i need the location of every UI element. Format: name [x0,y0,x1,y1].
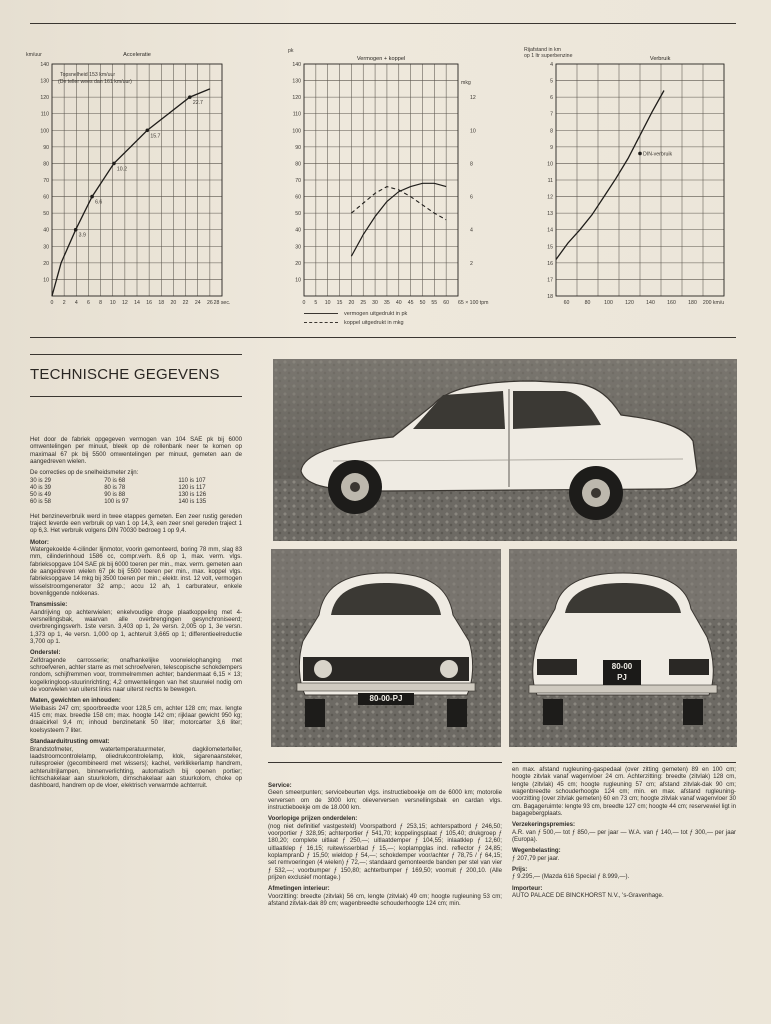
section-heading: Onderstel: [30,649,61,657]
y2-tick-label: 10 [470,128,476,135]
y-tick-label: 30 [295,244,301,251]
x-tick-label: 160 [667,300,676,306]
corrections-row [30,499,242,506]
x-tick-label: 4 [74,300,78,306]
annotation-line: (De teller wees dan 161 km/uur) [58,79,132,85]
acceleration-chart-svg [24,44,234,314]
section-text: Aandrijving op achterwielen; enkelvoudige droge plaatkoppeling met 4-versnellingsbak, waarvan alle overbrengingen gesynchroniseerd; overbrengingsverh. 1ste versn. 3,403 op 1, 2e versn. 2,005 op 1, 3e versn. 1,373 op 1, 4e versn. 1,000 op 1, achteruit 3,665 op 1; differentieelreductie 3,700 op 1. [30,608,242,646]
sedan-rear-illustration [509,549,737,747]
section-heading: Service: [268,782,292,789]
y-tick-label: 10 [295,277,301,284]
right-column [512,766,736,1014]
x-tick-label: 20 [170,300,177,306]
y-tick-label: 60 [43,194,49,201]
y-tick-label: 90 [295,144,301,151]
data-point [188,95,192,99]
corrections-cell: 80 is 78 [104,484,126,491]
section-text: ƒ 207,79 per jaar. [512,854,560,862]
y2-tick-label: 6 [470,194,473,201]
y-tick-label: 140 [40,62,49,68]
y-tick-label: 20 [43,260,49,267]
x-tick-label: 35 [384,300,390,306]
consumption-chart-svg [522,44,737,314]
x-tick-label: 10 [324,300,331,306]
y-tick-label: 120 [40,95,49,102]
y-axis-unit: pk [288,48,294,54]
x-tick-label: 40 [395,300,402,306]
side-view-photo [273,359,737,541]
corrections-cell: 130 is 126 [178,492,207,499]
x-tick-label: 18 [158,300,165,306]
sedan-front-illustration [271,549,501,747]
power-torque-chart [284,44,494,334]
corrections-row [30,478,242,485]
y-tick-label: 8 [550,128,553,135]
section-text: A.R. van ƒ 500,— tot ƒ 850,— per jaar — W.A. van ƒ 140,— tot ƒ 300,— per jaar (Europa). [512,828,736,844]
title-rule-top [30,354,242,355]
section-heading: Afmetingen interieur: [268,885,330,893]
y-tick-label: 5 [550,78,553,85]
x-tick-label: 60 [563,300,570,306]
x-tick-label: 120 [625,300,634,306]
corrections-cell: 70 is 68 [104,477,126,484]
corrections-cell: 40 is 39 [30,484,52,491]
corrections-cell: 60 is 58 [30,499,52,506]
x-tick-label: 60 [443,300,450,306]
y-tick-label: 18 [547,294,553,300]
section-text: Geen smeerpunten; servicebeurten vlgs. instructieboekje om de 6000 km; motorolie verversen om de 3000 km; olieverversen versnellingsbak en cardan vlgs. instructieboekje om de 18.000 km. [268,789,502,812]
chart-grid [556,64,724,296]
x-tick-label: 140 [646,300,655,306]
chart-title: Acceleratie [123,52,151,58]
y-tick-label: 4 [550,62,553,68]
y-tick-label: 12 [547,194,553,201]
corrections-row [30,492,242,499]
x-tick-label: 12 [121,300,128,306]
corrections-cell: 30 is 29 [30,477,52,484]
data-point-label: 15.7 [150,133,161,140]
y-tick-label: 120 [292,95,301,102]
chart-title: Vermogen + koppel [356,56,406,62]
data-point-label: 22.7 [192,100,203,107]
section-heading: Standaarduitrusting omvat: [30,738,110,746]
power-torque-chart-svg [284,44,494,334]
interior-continuation: en max. afstand rugleuning-gaspedaal (over zitting gemeten) 89 en 100 cm; hoogte zitvlak vanaf wagenvloer 24 cm. Achterzitting: breedte (zitvlak) 128 cm, lengte (zitvlak) 45 cm; hoogte rugleuning 57 cm; afstand zitvlak-dak 90 cm; wagenbreedte schouderhoogte 124 cm; min. en max. afstand rugleuning-voorzitting (over zitvlak gemeten) 60 en 73 cm; hoogte zitvlak vanaf wagenvloer 30 cm. Bagageruimte: lengte 93 cm, breedte 127 cm; hoogte 44 cm; reservewiel ligt in bagagebergplaats. [512,766,736,818]
corrections-cell: 120 is 117 [178,484,206,491]
y-tick-label: 11 [547,178,553,184]
acceleration-curve [52,89,210,296]
chart-grid [52,64,222,296]
consumption-curve [556,91,664,260]
y-tick-label: 6 [550,95,553,102]
corrections-cell: 50 is 49 [30,492,52,499]
consumption-chart [522,44,737,314]
x-tick-label: 22 [182,300,189,306]
dashed-line-swatch [304,322,338,323]
x-tick-label: 15 [336,300,343,306]
data-point [90,195,94,199]
fuel-paragraph: Het benzineverbruik werd in twee etappes gemeten. Een zeer rustig gereden traject leverde een verbruik op van 1 op 14,3, een zeer snel gereden traject 1 op 6,3. Het verbruik volgens DIN 70030 bedroeg 1 op 9,4. [30,512,242,535]
y-tick-label: 50 [43,211,49,218]
data-point [146,128,150,132]
section-text: Brandstofmeter, watertemperatuurmeter, dagkilometerteller, laadstroomcontrolelamp, oliedrukcontrolelamp, klok, sigarenaansteker, ruitesproeier (gecombineerd met wissers); kachel, verklikkerlamp handrem, achteruitrijlampen, binnenverlichting, automatisch bij openen portier; lichtschakelaar aan stuurkolom, dimschakelaar aan stuurkolom, choke op dashboard, handrem op de vloer, elektrisch verwarmde achterruit. [30,745,242,790]
x-tick-label: 14 [134,300,140,306]
mid-column-rule [268,762,502,763]
speedometer-corrections-table [30,478,242,507]
legend-item-torque [304,318,407,327]
article-title: TECHNISCHE GEGEVENS [30,366,220,383]
x-tick-label: 20 [348,300,355,306]
y-tick-label: 9 [550,144,553,151]
corrections-row [30,485,242,492]
annotation-line: Topsnelheid 153 km/uur [60,72,116,78]
middle-column [268,780,502,1014]
rear-plate-line-1: 80-00 [611,662,633,671]
y-tick-label: 7 [550,111,553,118]
y-tick-label: 20 [295,260,301,267]
acceleration-chart [24,44,234,314]
chart-title: Verbruik [649,56,671,62]
x-tick-label: 28 sec. [213,300,231,306]
legend-item-power [304,309,407,318]
y-axis-unit: km/uur [26,52,42,58]
x-tick-label: 0 [50,300,54,306]
power-torque-legend [304,309,407,327]
x-tick-label: 25 [360,300,367,306]
y-tick-label: 50 [295,211,301,218]
section-text: Wielbasis 247 cm; spoorbreedte voor 128,5 cm, achter 128 cm; max. lengte 415 cm; max. breedte 158 cm; max. hoogte 142 cm; rijklaar gewicht 950 kg; draaicirkel 9,4 m; inhoud benzinetank 50 liter; motorcarter 3,6 liter; koelsysteem 7 liter. [30,704,242,734]
corrections-cell: 100 is 97 [104,499,129,506]
rear-view-photo [509,549,737,747]
intro-paragraph: Het door de fabriek opgegeven vermogen van 104 SAE pk bij 6000 omwentelingen per minuut, bleek op de rollenbank neer te komen op maximaal 67 pk bij 5500 omwentelingen per minuut, gemeten aan de aangedreven wielen. [30,436,242,466]
x-tick-label: 200 km/u [702,300,725,306]
left-sections [30,539,242,790]
corrections-intro: De correcties op de snelheidsmeter zijn: [30,469,139,477]
data-point-label: 10.2 [116,166,128,173]
data-point-label: 6.6 [95,199,103,206]
y2-tick-label: 4 [470,227,473,234]
x-tick-label: 2 [62,300,66,306]
x-tick-label: 26 [206,300,213,306]
y2-tick-label: 12 [470,95,476,102]
y2-tick-label: 8 [470,161,473,168]
y-tick-label: 15 [547,244,553,251]
rear-license-plate [603,660,641,685]
section-text: (nog niet definitief vastgesteld) Voorspatbord ƒ 253,15; achterspatbord ƒ 246,50; voorportier ƒ 328,95; achterportier ƒ 541,70; koppelingsplaat ƒ 105,40; drukgroep ƒ 180,20; complete uitlaat ƒ 250,—; uitlaatdemper ƒ 104,55; inlaatklep ƒ 12,60; uitlaatklep ƒ 16,15; ruitewisserblad ƒ 15,—; koplampglas incl. reflector ƒ 24,85; koplampranD ƒ 15,50; wieldop ƒ 54,—; schokdemper voor/achter ƒ 78,75 / ƒ 64,15; set remvoeringen (4 wielen) ƒ 72,—; standaard gemonteerde banden per stel van vier ƒ 532,—; voorbumper ƒ 150,80; achterbumper ƒ 169,50; voorruit ƒ 200,10. (Alle prijzen exclusief montage.) [268,822,502,882]
chart-grid [304,64,458,296]
x-tick-label: 10 [109,300,116,306]
x-tick-label: 45 [407,300,414,306]
y-tick-label: 14 [547,227,553,234]
x-tick-label: 180 [688,300,697,306]
sedan-side-illustration [273,359,737,541]
right-column-rule [512,762,736,763]
top-rule [30,23,736,24]
y2-axis-unit: mkg [461,79,471,86]
x-tick-label: 100 [604,300,613,306]
corrections-cell: 140 is 135 [178,499,207,506]
corrections-cell: 90 is 88 [104,492,126,499]
y-axis-unit-line: Rijafstand in km [524,47,561,53]
x-tick-label: 5 [314,300,318,306]
corrections-cell: 110 is 107 [178,477,206,484]
section-heading: Prijs: [512,866,528,874]
section-text: ƒ 9.295,— (Mazda 616 Special ƒ 8.999,—). [512,873,630,881]
x-tick-label: 6 [86,300,90,306]
y-tick-label: 60 [295,194,301,201]
section-heading: Wegenbelasting: [512,847,561,855]
x-tick-label: 8 [99,300,103,306]
x-tick-label: 30 [372,300,378,306]
section-heading: Motor: [30,538,49,546]
y-tick-label: 100 [292,128,301,135]
y-tick-label: 13 [547,211,553,218]
charts-bottom-rule [30,337,736,338]
x-tick-label: 24 [194,300,201,306]
legend-label: koppel uitgedrukt in mkg [344,319,404,326]
y-tick-label: 30 [43,244,49,251]
section-text: Watergekoelde 4-cilinder lijnmotor, voorin gemonteerd, boring 78 mm, slag 83 mm, cilinderinhoud 1586 cc, compr.verh. 8,6 op 1, max. verm. vlgs. fabrieksopgave 104 SAE pk bij 6000 toeren per min., max. verm. gemeten aan de aangedreven wielen 67 pk bij 5500 toeren per min., max. koppel vlgs. fabrieksopgave 14 mkg bij 3500 toeren per min.; elektr. inst. 12 volt, vermogen wisselstroomgenerator 32 amp.; accu 12 ah, 1 carburateur, enkele bovenliggende nokkenas. [30,545,242,597]
y-tick-label: 40 [43,227,49,234]
left-column [30,436,242,1014]
x-tick-label: 16 [146,300,153,306]
y-tick-label: 70 [295,178,301,184]
y-tick-label: 10 [547,161,553,168]
y-tick-label: 70 [43,178,49,184]
din-point [638,152,642,156]
section-text: AUTO PALACE DE BINCKHORST N.V., 's-Gravenhage. [512,892,664,900]
section-heading: Transmissie: [30,601,68,609]
y-tick-label: 80 [295,161,301,168]
y2-tick-label: 2 [470,260,473,267]
y-tick-label: 110 [40,111,49,118]
front-license-plate: 80-00-PJ [358,693,414,705]
section-heading: Verzekeringspremies: [512,821,576,829]
x-tick-label: 0 [302,300,306,306]
section-heading: Maten, gewichten en inhouden: [30,697,121,705]
front-view-photo [271,549,501,747]
legend-label: vermogen uitgedrukt in pk [344,310,408,317]
x-tick-label: 65 × 100 tpm [458,300,489,306]
y-tick-label: 80 [43,161,49,168]
y-tick-label: 140 [292,62,301,68]
rear-plate-line-2: PJ [617,673,627,682]
y-tick-label: 100 [40,128,49,135]
right-sections [512,821,736,899]
section-heading: Voorlopige prijzen onderdelen: [268,815,358,823]
x-tick-label: 55 [431,300,438,306]
x-tick-label: 80 [584,300,591,306]
din-label: DIN-verbruik [643,151,673,158]
y-tick-label: 130 [292,78,301,85]
y-tick-label: 130 [40,78,49,85]
section-heading: Importeur: [512,884,543,892]
y-tick-label: 16 [547,260,553,267]
y-tick-label: 40 [295,227,301,234]
y-axis-unit-line: op 1 ltr superbenzine [524,53,573,59]
y-tick-label: 110 [292,111,301,118]
y-tick-label: 10 [43,277,49,284]
y-tick-label: 90 [43,144,49,151]
y-tick-label: 17 [547,277,553,284]
solid-line-swatch [304,313,338,314]
data-point [112,162,116,166]
title-rule-bottom [30,396,242,397]
section-text: Zelfdragende carrosserie; onafhankelijke voorwielophanging met schroefveren, achter starre as met schroefveren, telescopische schokdempers rondom, schijfremmen voor, trommelremmen achter; bandenmaat 6,15 × 13; kogelkringloop-stuurinrichting; 4,2 omwentelingen van het stuurwiel nodig om de voorwielen van uiterst links naar uiterst rechts te bewegen. [30,656,242,694]
data-point-label: 3.9 [78,232,86,239]
x-tick-label: 50 [419,300,426,306]
data-point [74,228,78,232]
section-text: Voorzitting: breedte (zitvlak) 56 cm, lengte (zitvlak) 49 cm; hoogte rugleuning 53 cm; afstand zitvlak-dak 89 cm; wagenbreedte schouderhoogte 124 cm; min. [268,892,502,908]
